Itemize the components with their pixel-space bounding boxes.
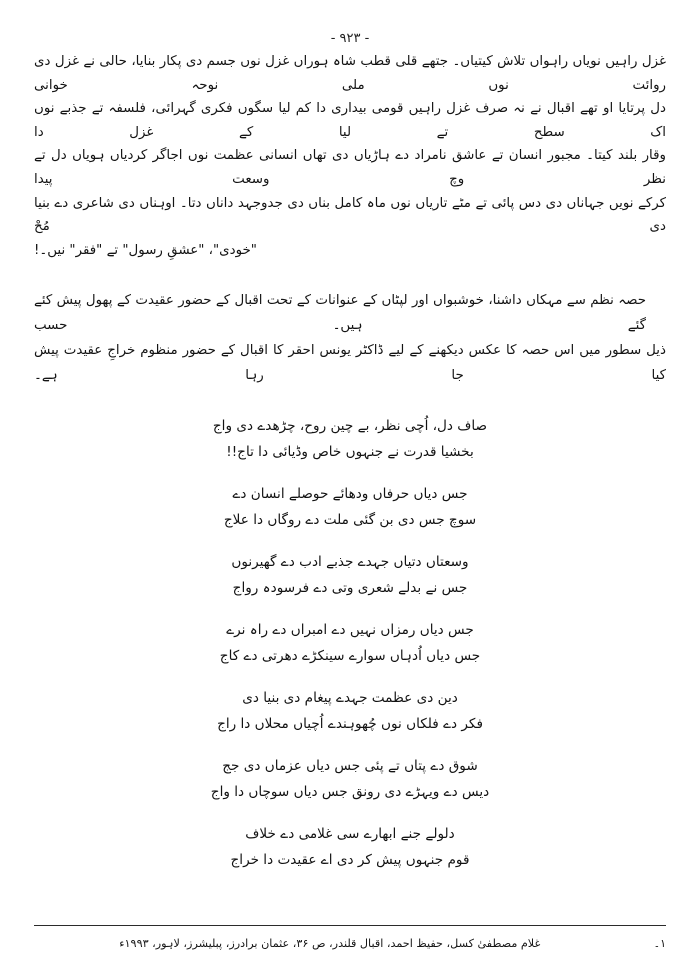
couplet — [140, 822, 560, 873]
verse-line: جس نے بدلے شعری وتی دے فرسودہ رواج — [232, 579, 468, 596]
verse-line: شوق دے پتاں تے پئی جس دیاں عزماں دی جج — [222, 758, 478, 775]
verse-line: دلولے جنے ابھارے سی غلامی دے خلاف — [245, 826, 455, 843]
couplet — [140, 550, 560, 601]
page-footer — [0, 925, 700, 978]
footnote-marker: ۱۔ — [653, 937, 666, 950]
paragraph-one — [34, 50, 666, 262]
footnote — [34, 935, 666, 952]
verse-line: بخشیا قدرت نے جنہوں خاص وڈیائی دا تاج!! — [226, 443, 474, 460]
page-header — [0, 0, 700, 46]
verse-line: فکر دے فلکاں نوں چُھوہندے اُچیاں محلاں دا راج — [217, 715, 483, 732]
verse-line: وسعتاں دتیاں جہدے جذبے ادب دے گھیرنوں — [231, 554, 469, 571]
footnote-divider — [34, 925, 666, 926]
footnote-text: غلام مصطفیٰ کسل، حفیظ احمد، اقبال قلندر، ص ۳۶، عثمان برادرز، پبلیشرز، لاہور، ۱۹۹۳ء — [119, 937, 541, 950]
couplet — [140, 686, 560, 737]
page-body — [0, 46, 700, 925]
verse-line: جس دیاں حرفاں ودھائے حوصلے انسان دے — [232, 486, 468, 503]
verse-line: دین دی عظمت جہدے پیغام دی بنیا دی — [242, 690, 458, 707]
paragraph-line: غزل راہیں نویاں راہواں تلاش کیتیاں۔ جتھے قلی قطب شاہ ہوراں غزل نوں جسم دی پکار بنایا، حالی نے غزل دی روائت نوں ملی نوحہ خوانی — [34, 54, 666, 93]
verse-line: قوم جنہوں پیش کر دی اے عقیدت دا خراج — [230, 851, 470, 868]
paragraph-line: دل پرتایا او تھے اقبال نے نہ صرف غزل راہیں قومی بیداری دا کم لیا سگوں فکری گہرائی، فلسفہ تے جذبے نوں اک سطح تے لیا کے غزل دا — [34, 101, 666, 140]
paragraph-two — [34, 288, 666, 388]
couplet — [140, 618, 560, 669]
paragraph-line: وقار بلند کیتا۔ مجبور انسان تے عاشق نامراد دے ہاڑیاں دی تھاں انسانی عظمت نوں اجاگر کردیاں ہویاں دل تے نظر وچ وسعت پیدا — [34, 148, 666, 187]
couplet — [140, 414, 560, 465]
verse-line: دیس دے ویہڑے دی رونق جس دیاں سوچاں دا واج — [210, 783, 490, 800]
paragraph-line: کرکے نویں جہاناں دی دس پائی تے مٹے تاریاں نوں ماہ کامل بناں دی جدوجہد داناں دتا۔ اوہناں دی شاعری دے بنیا دی مُحْ — [34, 195, 666, 235]
poem-block — [140, 414, 560, 873]
couplet — [140, 754, 560, 805]
verse-line: صاف دل، اُچی نظر، بے چین روح، چڑھدے دی واج — [212, 418, 488, 435]
couplet — [140, 482, 560, 533]
verse-line: جس دیاں رمزاں نہیں دے امبراں دے راہ نرے — [226, 622, 474, 639]
paragraph-line: حصہ نظم سے مہکاں داشنا، خوشبواں اور لپٹاں کے عنوانات کے تحت اقبال کے حضور عقیدت کے پھول پیش کئے گئے ہیں۔ حسب — [34, 293, 646, 334]
page-number: - ۳۲۹ - — [330, 31, 370, 46]
verse-line: جس دیاں اُدہاں سوارے سینکڑے دھرتی دے کاج — [219, 647, 481, 664]
verse-line: سوچ جس دی بن گئی ملت دے روگاں دا علاج — [223, 511, 477, 528]
paragraph-line: "خودی"، "عشقِ رسول" تے "فقر" نیں۔! — [34, 242, 257, 258]
paragraph-line: ذیل سطور میں اس حصہ کا عکس دیکھنے کے لیے ڈاکٹر یونس احقر کا اقبال کے حضور منظوم خراجِ عقیدت پیش کیا جا رہا ہے۔ — [34, 343, 666, 384]
